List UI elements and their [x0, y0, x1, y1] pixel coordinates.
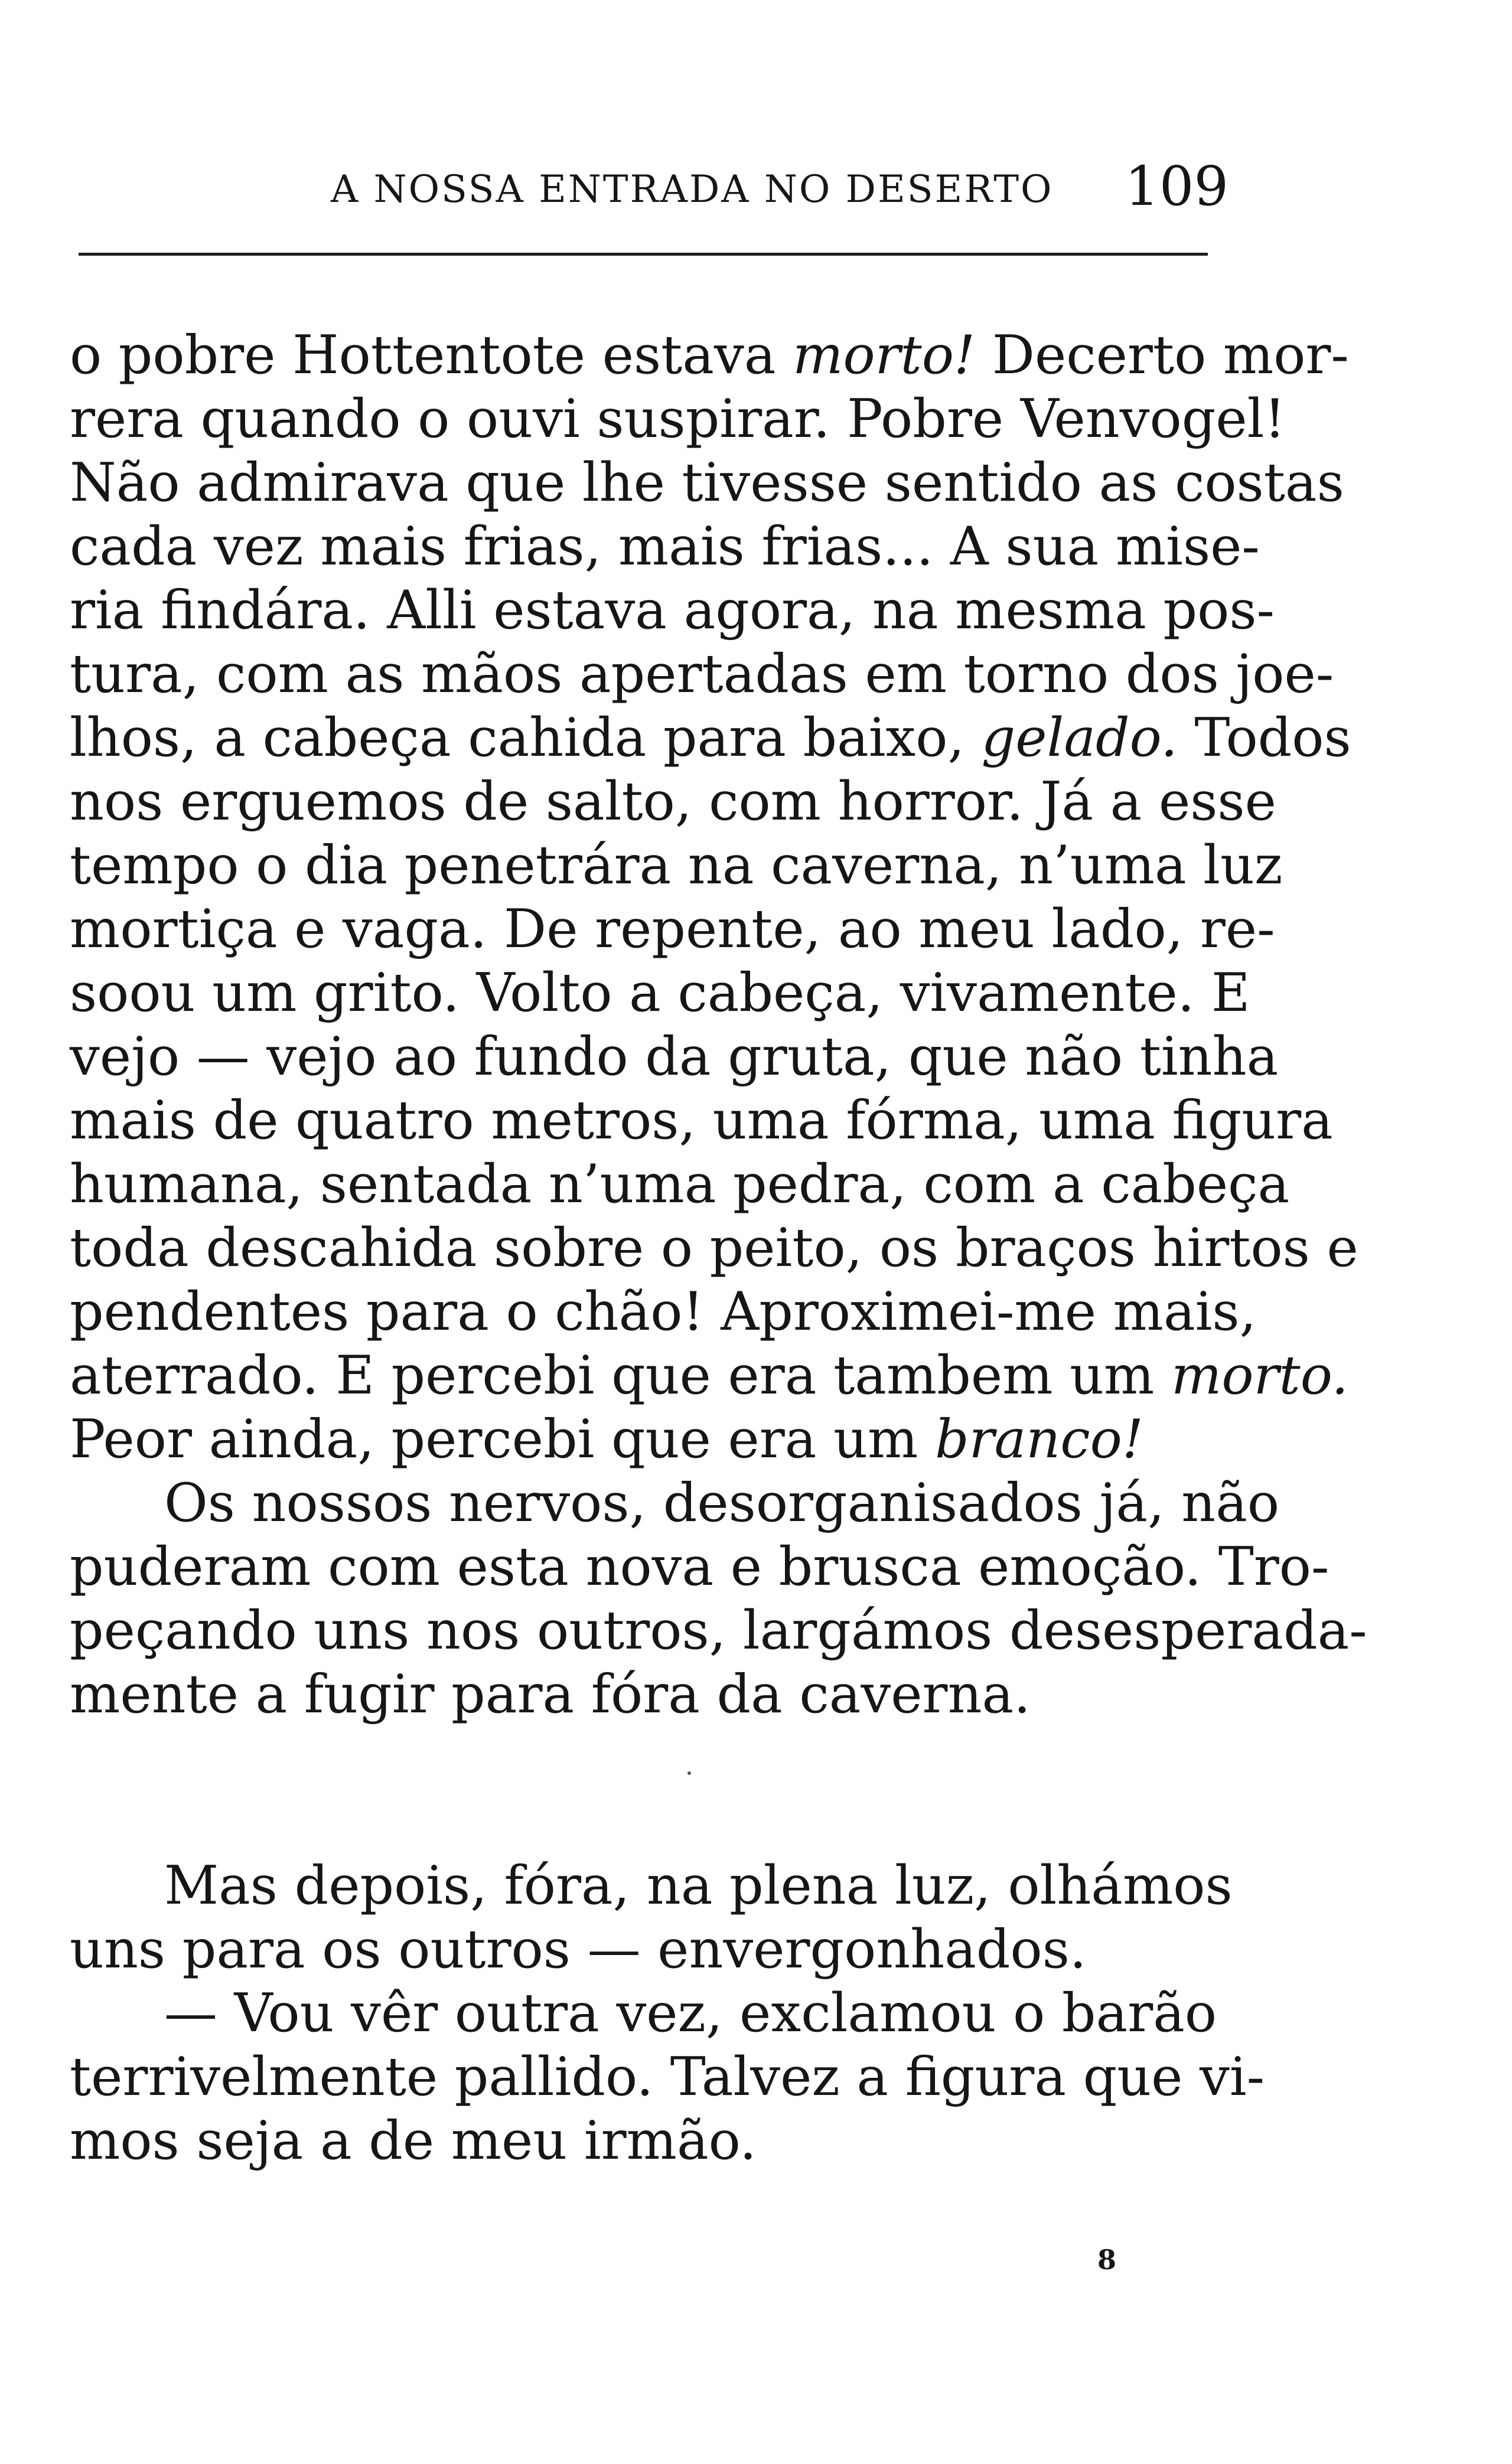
italic-word: morto!: [793, 324, 976, 386]
text-line: [70, 706, 1351, 770]
header-rule: [79, 253, 1208, 256]
italic-word: morto.: [1171, 1344, 1348, 1406]
text-line: tura, com as mãos apertadas em torno dos joe-: [70, 643, 1334, 705]
text-line: toda descahida sobre o peito, os braços hirtos e: [70, 1217, 1358, 1279]
paragraph-2: [70, 1471, 1367, 1727]
section-break-dot: [687, 1771, 691, 1775]
paragraph-3: [70, 1854, 1233, 1982]
text-line: humana, sentada n’uma pedra, com a cabeça: [70, 1153, 1290, 1215]
text-line: vejo — vejo ao fundo da gruta, que não tinha: [70, 1026, 1279, 1088]
text-line: ria findára. Alli estava agora, na mesma pos-: [70, 579, 1275, 641]
text-line: — Vou vêr outra vez, exclamou o barão: [164, 1982, 1217, 2044]
text-line: [70, 1344, 1348, 1408]
text-segment: Peor ainda, percebi que era um: [70, 1408, 935, 1470]
text-line: nos erguemos de salto, com horror. Já a esse: [70, 771, 1276, 833]
text-line: rera quando o ouvi suspirar. Pobre Venvogel!: [70, 388, 1286, 450]
text-line: pendentes para o chão! Aproximei-me mais,: [70, 1281, 1257, 1343]
text-segment: o pobre Hottentote estava: [70, 324, 793, 386]
text-line: terrivelmente pallido. Talvez a figura que vi-: [70, 2046, 1265, 2108]
running-title: A NOSSA ENTRADA NO DESERTO: [331, 168, 1054, 211]
text-line: [70, 324, 1349, 387]
text-line: Mas depois, fóra, na plena luz, olhámos: [164, 1855, 1233, 1917]
text-line: mente a fugir para fóra da caverna.: [70, 1663, 1031, 1725]
text-line: puderam com esta nova e brusca emoção. Tro-: [70, 1536, 1329, 1598]
body-text: [70, 324, 1367, 1727]
text-line: Os nossos nervos, desorganisados já, não: [164, 1472, 1280, 1534]
text-line: soou um grito. Volto a cabeça, vivamente. E: [70, 962, 1250, 1024]
text-segment: Todos: [1177, 707, 1351, 769]
page-number: 109: [1125, 155, 1228, 218]
text-line: tempo o dia penetrára na caverna, n’uma luz: [70, 834, 1283, 896]
text-segment: aterrado. E percebi que era tambem um: [70, 1344, 1171, 1406]
text-line: Não admirava que lhe tivesse sentido as costas: [70, 452, 1344, 514]
text-line: [70, 1408, 1198, 1471]
signature-mark: 8: [1097, 2244, 1117, 2276]
text-segment: lhos, a cabeça cahida para baixo,: [70, 707, 982, 769]
text-line: peçando uns nos outros, largámos desesperada-: [70, 1600, 1367, 1662]
italic-word: gelado.: [981, 707, 1178, 769]
text-line: mos seja a de meu irmão.: [70, 2110, 757, 2172]
body-text-continued: [70, 1854, 1265, 2173]
page-header: [331, 155, 1228, 226]
text-line: uns para os outros — envergonhados.: [70, 1918, 1087, 1980]
paragraph-1: [70, 324, 1358, 1471]
paragraph-4: [70, 1982, 1265, 2173]
italic-word: branco!: [934, 1408, 1143, 1470]
text-line: cada vez mais frias, mais frias... A sua mise-: [70, 515, 1260, 577]
text-line: mais de quatro metros, uma fórma, uma figura: [70, 1089, 1333, 1151]
text-line: mortiça e vaga. De repente, ao meu lado, re-: [70, 898, 1275, 960]
text-segment: Decerto mor-: [975, 324, 1349, 386]
